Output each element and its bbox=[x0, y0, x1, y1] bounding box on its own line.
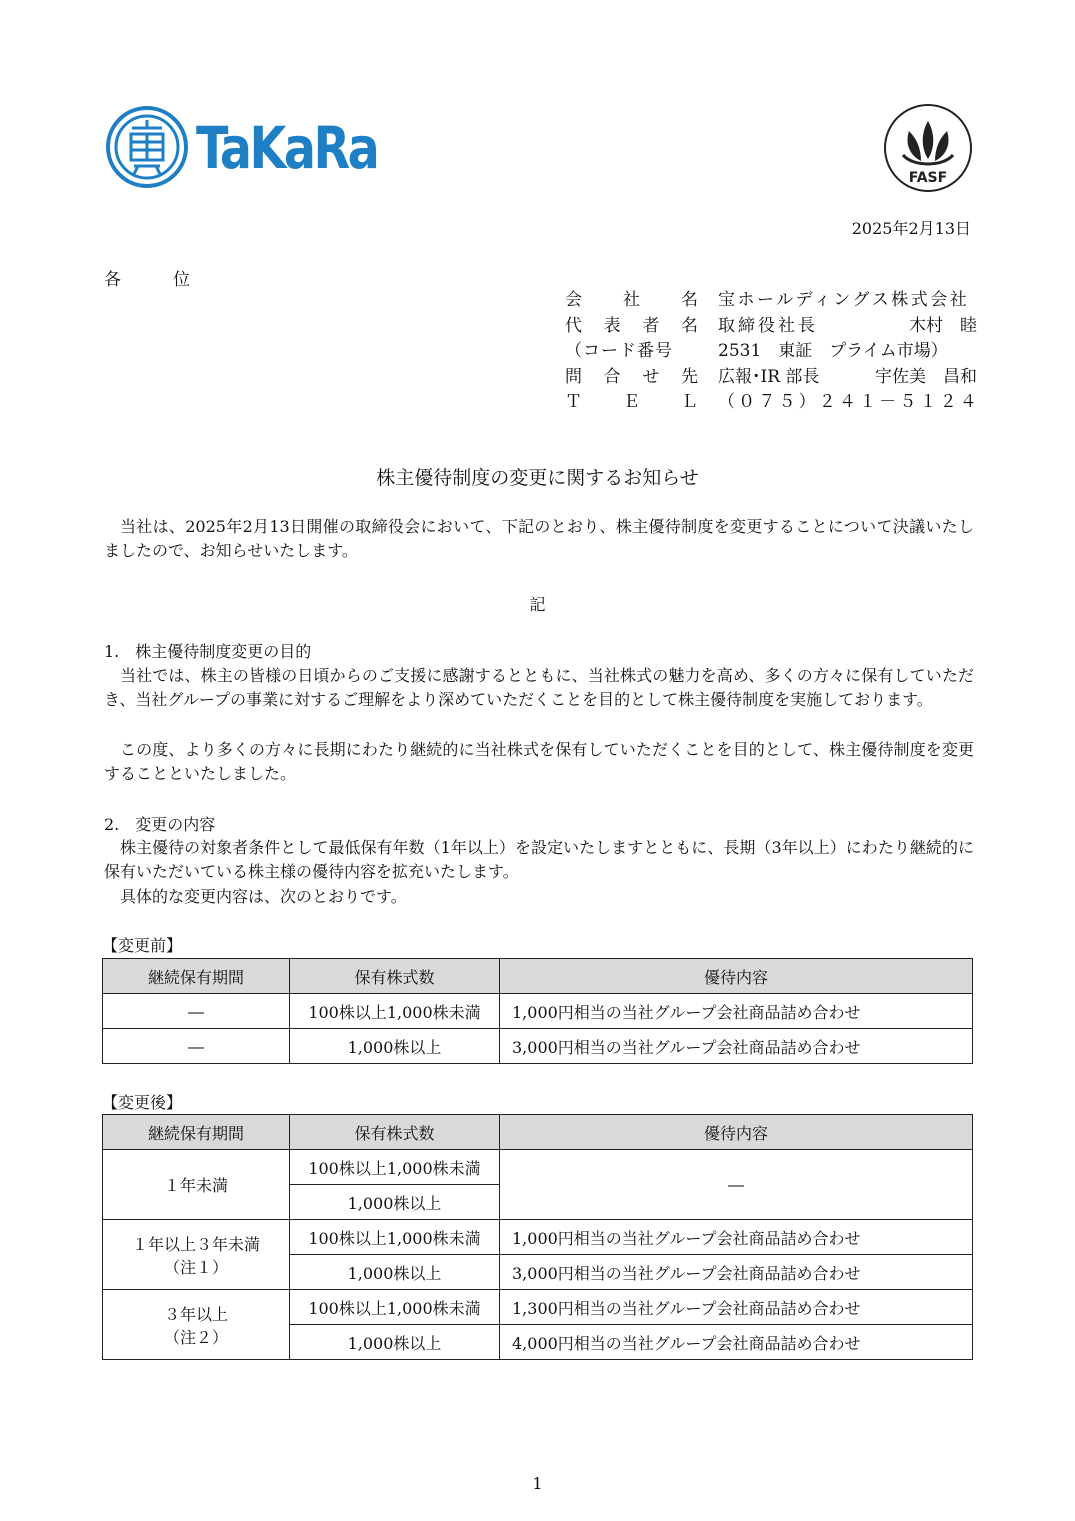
info-label-char: Ｔ bbox=[565, 392, 582, 412]
section2-paragraph-2: 具体的な変更内容は、次のとおりです。 bbox=[120, 887, 407, 906]
brand-name: TaKaRa bbox=[196, 114, 378, 182]
info-label-char: 代 bbox=[565, 315, 582, 336]
table-header-row bbox=[103, 1115, 973, 1150]
tel-char: ０ bbox=[738, 392, 756, 412]
cell-period: ― bbox=[103, 1029, 290, 1064]
table-row bbox=[103, 994, 973, 1029]
cell-shares: 1,000株以上 bbox=[290, 1255, 500, 1290]
info-row-code bbox=[565, 339, 977, 365]
tel-char: ５ bbox=[899, 392, 917, 412]
info-label-char: Ｌ bbox=[681, 392, 698, 412]
tel-char: （ bbox=[718, 392, 735, 412]
fasf-label: FASF bbox=[908, 170, 948, 186]
info-row-company bbox=[565, 288, 977, 314]
info-row-representative bbox=[565, 314, 977, 340]
contact-title: 広報･IR 部長 bbox=[718, 366, 820, 387]
tel-char: １ bbox=[919, 392, 937, 412]
cell-shares: 1,000株以上 bbox=[290, 1029, 500, 1064]
section1-heading: 1. 株主優待制度変更の目的 bbox=[104, 642, 312, 661]
section1-paragraph-1: 当社では、株主の皆様の日頃からのご支援に感謝するとともに、当社株式の魅力を高め、多くの方々に保有していただき、当社グループの事業に対するご理解をより深めていただくことを目的として株主優待制度を実施しております。 bbox=[104, 666, 974, 709]
header-period: 継続保有期間 bbox=[103, 959, 290, 994]
info-label-char: 名 bbox=[681, 290, 698, 310]
fasf-seal bbox=[883, 103, 973, 193]
cell-shares: 100株以上1,000株未満 bbox=[290, 1150, 500, 1185]
table-after bbox=[102, 1114, 973, 1360]
info-label-char: 表 bbox=[603, 315, 621, 336]
tel-char: ４ bbox=[838, 392, 856, 412]
cell-benefit: 1,000円相当の当社グループ会社商品詰め合わせ bbox=[500, 994, 973, 1029]
info-label-char: 先 bbox=[680, 366, 698, 387]
ki-marker: 記 bbox=[529, 595, 546, 614]
fasf-leaf-icon bbox=[883, 103, 973, 193]
cell-period: ― bbox=[103, 994, 290, 1029]
intro-paragraph: 当社は、2025年2月13日開催の取締役会において、下記のとおり、株主優待制度を変更することについて決議いたしましたので、お知らせいたします。 bbox=[104, 517, 974, 560]
cell-benefit: 1,000円相当の当社グループ会社商品詰め合わせ bbox=[500, 1220, 973, 1255]
representative-name: 木村 睦 bbox=[909, 315, 977, 336]
section1-paragraph-2: この度、より多くの方々に長期にわたり継続的に当社株式を保有していただくことを目的として、株主優待制度を変更することといたしました。 bbox=[104, 740, 974, 783]
info-label-char: せ bbox=[642, 366, 660, 387]
tel-char: ７ bbox=[758, 392, 776, 412]
info-label-char: Ｅ bbox=[623, 392, 640, 412]
section2-heading: 2. 変更の内容 bbox=[104, 815, 216, 834]
table-before-caption: 【変更前】 bbox=[102, 936, 183, 955]
tel-char: ５ bbox=[778, 392, 796, 412]
document-title: 株主優待制度の変更に関するお知らせ bbox=[376, 467, 699, 489]
cell-shares: 1,000株以上 bbox=[290, 1185, 500, 1220]
tel-char: ４ bbox=[959, 392, 977, 412]
table-row bbox=[103, 1029, 973, 1064]
section2-paragraph-1: 株主優待の対象者条件として最低保有年数（1年以上）を設定いたしますとともに、長期（3年以上）にわたり継続的に保有いただいている株主様の優待内容を拡充いたします。 bbox=[104, 838, 974, 881]
cell-shares: 100株以上1,000株未満 bbox=[290, 1290, 500, 1325]
takara-logo bbox=[104, 104, 378, 190]
info-label-char: 社 bbox=[623, 290, 640, 310]
page-number: 1 bbox=[532, 1474, 543, 1493]
table-row bbox=[103, 1220, 973, 1255]
addressee-part-2: 位 bbox=[173, 270, 192, 290]
tel-char: ２ bbox=[939, 392, 957, 412]
cell-benefit: 4,000円相当の当社グループ会社商品詰め合わせ bbox=[500, 1325, 973, 1360]
company-name: 宝ホールディングス株式会社 bbox=[718, 290, 970, 310]
period-note: （注１） bbox=[163, 1257, 228, 1277]
header-shares: 保有株式数 bbox=[290, 1115, 500, 1150]
issue-date: 2025年2月13日 bbox=[851, 219, 971, 238]
tel-char: ） bbox=[798, 392, 816, 412]
cell-period bbox=[103, 1290, 290, 1360]
table-after-caption: 【変更後】 bbox=[102, 1093, 183, 1112]
code-label: （コード番号 bbox=[565, 341, 673, 361]
table-row bbox=[103, 1150, 973, 1185]
contact-name: 宇佐美 昌和 bbox=[875, 366, 977, 387]
takara-emblem-icon bbox=[104, 104, 190, 190]
header-benefit: 優待内容 bbox=[500, 959, 973, 994]
addressee-part-1: 各 bbox=[104, 270, 123, 290]
cell-benefit: 3,000円相当の当社グループ会社商品詰め合わせ bbox=[500, 1029, 973, 1064]
info-label-char: 合 bbox=[603, 366, 621, 387]
tel-char: ２ bbox=[818, 392, 836, 412]
header-shares: 保有株式数 bbox=[290, 959, 500, 994]
header-benefit: 優待内容 bbox=[500, 1115, 973, 1150]
cell-period bbox=[103, 1220, 290, 1290]
info-row-tel bbox=[565, 390, 977, 416]
info-label-char: 者 bbox=[642, 315, 660, 336]
cell-period: １年未満 bbox=[103, 1150, 290, 1220]
stock-code: 2531 東証 プライム市場） bbox=[718, 341, 948, 361]
table-row bbox=[103, 1290, 973, 1325]
period-line: １年以上３年未満 bbox=[131, 1234, 260, 1254]
cell-shares: 1,000株以上 bbox=[290, 1325, 500, 1360]
cell-benefit: 1,300円相当の当社グループ会社商品詰め合わせ bbox=[500, 1290, 973, 1325]
period-line: ３年以上 bbox=[163, 1304, 228, 1324]
cell-shares: 100株以上1,000株未満 bbox=[290, 1220, 500, 1255]
table-header-row bbox=[103, 959, 973, 994]
info-label-char: 問 bbox=[565, 366, 582, 387]
tel-number bbox=[718, 390, 977, 416]
info-label-char: 会 bbox=[565, 290, 582, 310]
tel-char: １ bbox=[859, 392, 877, 412]
tel-char: － bbox=[879, 392, 897, 412]
header-period: 継続保有期間 bbox=[103, 1115, 290, 1150]
cell-benefit: 3,000円相当の当社グループ会社商品詰め合わせ bbox=[500, 1255, 973, 1290]
cell-benefit: ― bbox=[500, 1150, 973, 1220]
company-info bbox=[565, 288, 977, 416]
representative-title: 取締役社長 bbox=[718, 315, 818, 336]
cell-shares: 100株以上1,000株未満 bbox=[290, 994, 500, 1029]
info-row-contact bbox=[565, 365, 977, 391]
table-before bbox=[102, 958, 973, 1064]
addressee bbox=[104, 265, 192, 290]
period-note: （注２） bbox=[163, 1327, 228, 1347]
info-label-char: 名 bbox=[680, 315, 698, 336]
